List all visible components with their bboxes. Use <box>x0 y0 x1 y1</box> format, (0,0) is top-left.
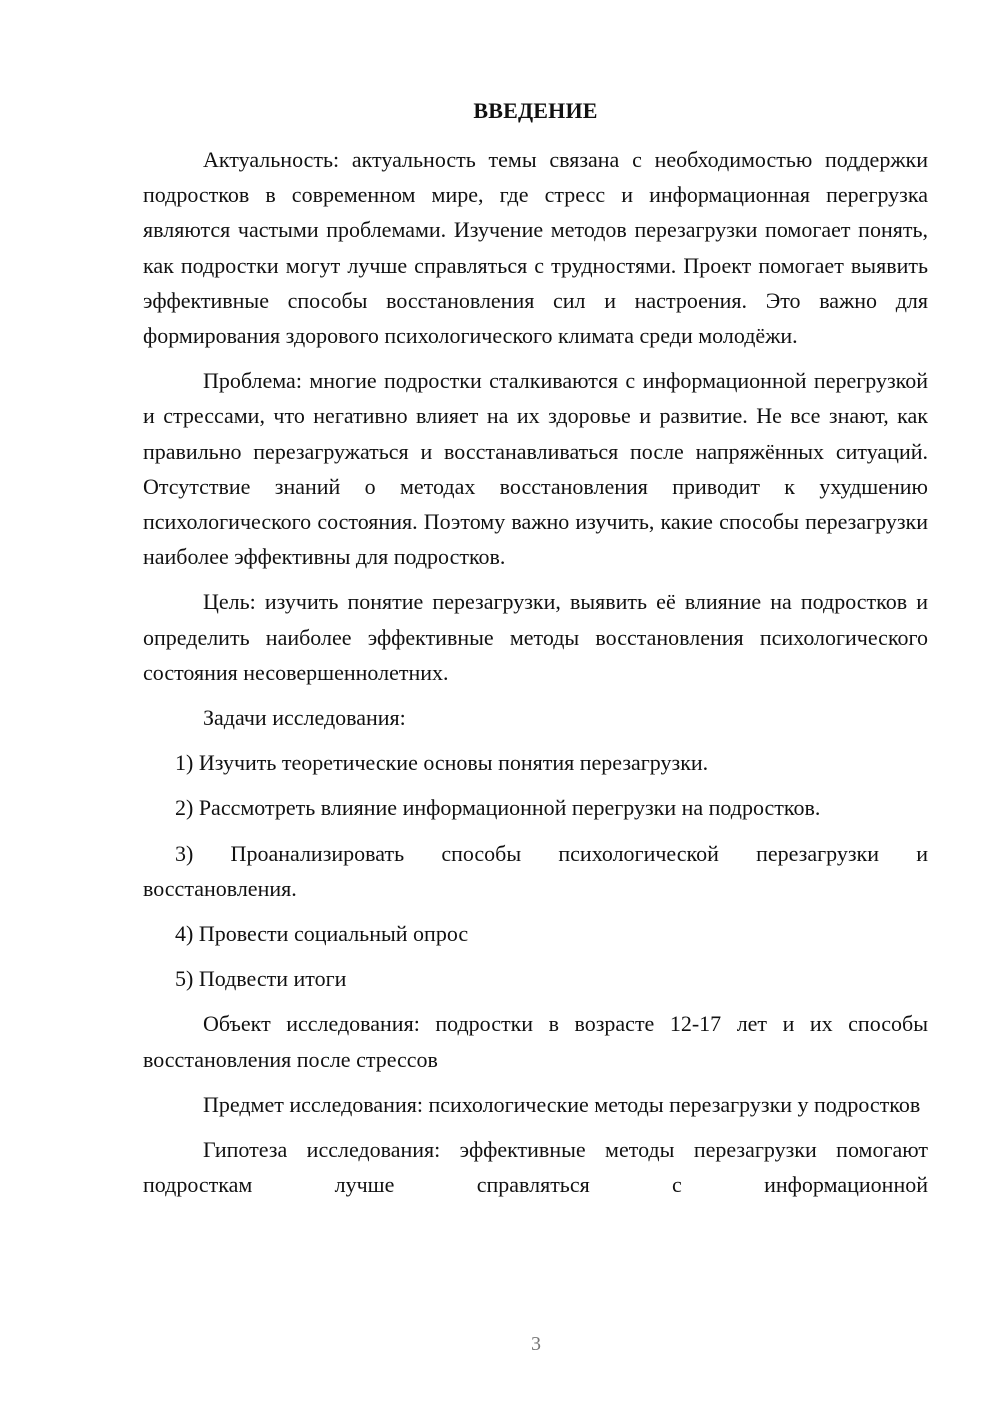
task-item-5: 5) Подвести итоги <box>175 966 347 992</box>
paragraph-tasks-heading: Задачи исследования: <box>203 705 406 731</box>
page-title: ВВЕДЕНИЕ <box>473 98 598 123</box>
task-item-2: 2) Рассмотреть влияние информационной перегрузки на подростков. <box>175 795 821 821</box>
task-item-3: 3) Проанализировать способы психологической перезагрузки и восстановления. <box>143 840 928 901</box>
task-item-4: 4) Провести социальный опрос <box>175 921 469 947</box>
page-content <box>143 93 928 1202</box>
paragraph-problem: Проблема: многие подростки сталкиваются с информационной перегрузкой и стрессами, что негативно влияет на их здоровье и развитие. Не все знают, как правильно перезагружаться и восстанавливаться после напряжённых ситуаций. Отсутствие знаний о методах восстановления приводит к ухудшению психологического состояния. Поэтому важно изучить, какие способы перезагрузки наиболее эффективны для подростков. <box>143 368 928 570</box>
paragraph-goal: Цель: изучить понятие перезагрузки, выявить её влияние на подростков и определить наиболее эффективные методы восстановления психологического состояния несовершеннолетних. <box>143 589 928 685</box>
paragraph-subject: Предмет исследования: психологические методы перезагрузки у подростков <box>203 1091 921 1117</box>
paragraph-object: Объект исследования: подростки в возрасте 12-17 лет и их способы восстановления после стрессов <box>143 1011 928 1072</box>
paragraph-relevance: Актуальность: актуальность темы связана с необходимостью поддержки подростков в современном мире, где стресс и информационная перегрузка являются частыми проблемами. Изучение методов перезагрузки помогает понять, как подростки могут лучше справляться с трудностями. Проект помогает выявить эффективные способы восстановления сил и настроения. Это важно для формирования здорового психологического климата среди молодёжи. <box>143 147 928 349</box>
paragraph-hypothesis: Гипотеза исследования: эффективные методы перезагрузки помогают подросткам лучше справляться с информационной <box>143 1137 928 1198</box>
task-item-1: 1) Изучить теоретические основы понятия перезагрузки. <box>175 750 709 776</box>
page-number: 3 <box>531 1333 541 1355</box>
